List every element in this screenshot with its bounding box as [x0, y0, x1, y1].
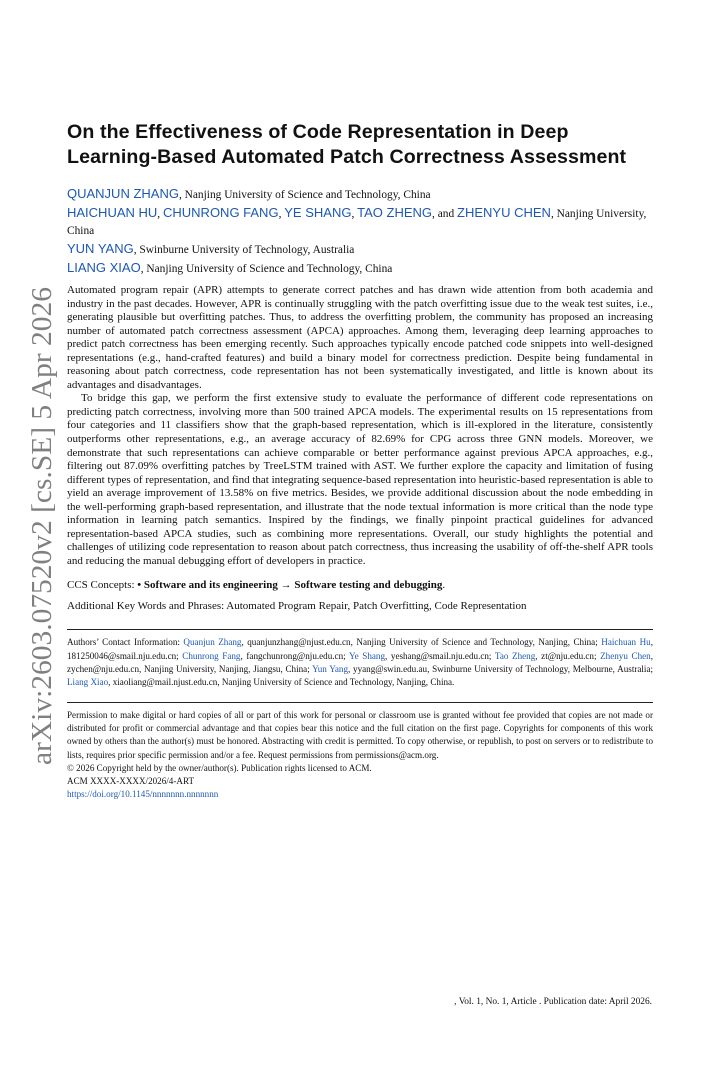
separator: , — [351, 208, 358, 220]
author-block — [67, 185, 653, 278]
author-name[interactable]: CHUNRONG FANG — [163, 205, 279, 220]
abstract — [67, 284, 653, 568]
contact-detail: , 181250046@smail.nju.edu.cn; — [67, 637, 653, 661]
contact-author-link[interactable]: Ye Shang — [348, 650, 385, 661]
contact-author-link[interactable]: Zhenyu Chen — [600, 650, 651, 661]
contact-author-link[interactable]: Haichuan Hu — [601, 637, 651, 648]
contact-detail: , xiaoliang@mail.njust.edu.cn, Nanjing University of Science and Technology, Nanjing, China. — [108, 677, 455, 688]
separator: , and — [432, 208, 458, 220]
contact-author-link[interactable]: Quanjun Zhang — [183, 637, 242, 648]
author-name[interactable]: HAICHUAN HU — [67, 205, 158, 220]
permission-text: Permission to make digital or hard copies of all or part of this work for personal or classroom use is granted without fee provided that copies are not made or distributed for profit or commercial advantage and that copies bear this notice and the full citation on the first page. Copyrights for components of this work owned by others than the author(s) must be honored. Abstracting with credit is permitted. To copy otherwise, or republish, to post on servers or to redistribute to lists, requires prior specific permission and/or a fee. Request permissions from permissions@acm.org. — [67, 710, 653, 760]
contact-detail: , zychen@nju.edu.cn, Nanjing University, Nanjing, Jiangsu, China; — [67, 650, 653, 674]
copyright-line: © 2026 Copyright held by the owner/author(s). Publication rights licensed to ACM. — [67, 762, 372, 773]
author-affiliation: , Swinburne University of Technology, Australia — [133, 244, 355, 256]
author-name[interactable]: ZHENYU CHEN — [457, 205, 551, 220]
paper-first-page — [67, 120, 653, 801]
doi-link[interactable]: https://doi.org/10.1145/nnnnnnn.nnnnnnn — [67, 788, 219, 799]
author-affiliation: , Nanjing University, China — [67, 208, 647, 237]
contact-detail: , zt@nju.edu.cn; — [535, 650, 601, 661]
contact-author-link[interactable]: Tao Zheng — [494, 650, 536, 661]
contact-detail: , quanjunzhang@njust.edu.cn, Nanjing University of Science and Technology, Nanjing, China; — [241, 637, 602, 648]
paper-title: On the Effectiveness of Code Representation in Deep Learning-Based Automated Patch Correctness Assessment — [67, 121, 627, 168]
separator: , — [157, 208, 163, 220]
page-footer: , Vol. 1, No. 1, Article . Publication date: April 2026. — [454, 997, 652, 1007]
acm-reference: ACM XXXX-XXXX/2026/4-ART — [67, 775, 195, 786]
contact-detail: , fangchunrong@nju.edu.cn; — [240, 650, 349, 661]
author-affiliation: , Nanjing University of Science and Technology, China — [140, 263, 393, 275]
contact-author-link[interactable]: Liang Xiao — [67, 677, 109, 688]
contact-lead: Authors’ Contact Information: — [67, 637, 184, 648]
ccs-concept: Software and its engineering → Software testing and debugging — [143, 579, 443, 592]
separator: , — [278, 208, 285, 220]
author-name[interactable]: QUANJUN ZHANG — [67, 186, 179, 201]
arxiv-stamp-text: arXiv:2603.07520v2 [cs.SE] 5 Apr 2026 — [27, 310, 58, 765]
permission-notice — [67, 702, 653, 801]
author-affiliation: , Nanjing University of Science and Technology, China — [178, 189, 431, 201]
contact-detail: , yyang@swin.edu.au, Swinburne University of Technology, Melbourne, Australia; — [348, 663, 654, 674]
author-contact-information — [67, 629, 653, 689]
contact-author-link[interactable]: Chunrong Fang — [182, 650, 241, 661]
ccs-bullet: • — [137, 579, 144, 592]
contact-author-link[interactable]: Yun Yang — [312, 663, 349, 674]
ccs-label: CCS Concepts: — [67, 579, 138, 592]
author-name[interactable]: YE SHANG — [284, 205, 352, 220]
author-name[interactable]: TAO ZHENG — [357, 205, 433, 220]
keywords: Additional Key Words and Phrases: Automated Program Repair, Patch Overfitting, Code Representation — [67, 600, 527, 613]
ccs-concepts — [67, 579, 653, 591]
author-name[interactable]: LIANG XIAO — [67, 260, 141, 275]
abstract-paragraph-1: Automated program repair (APR) attempts to generate correct patches and has drawn wide attention from both academia and industry in the past decades. However, APR is continually struggling with the patch overfitting issue due to the weak test suites, i.e., generating plausible but overfitting patches. Thus, to address the overfitting problem, the community has proposed an increasing number of automated patch correctness assessment (APCA) approaches. Among them, leveraging deep learning approaches to predict patch correctness has been emerging recently. Such approaches typically encode patched code snippets into well-designed representations (e.g., hand-crafted features) and build a binary model for correctness prediction. Despite being fundamental in reasoning about patch correctness, code representation has not been systematically investigated, and little is known about its advantages and disadvantages. — [67, 284, 653, 391]
contact-detail: , yeshang@smail.nju.edu.cn; — [385, 650, 495, 661]
ccs-end: . — [442, 579, 446, 592]
author-name[interactable]: YUN YANG — [67, 241, 134, 256]
abstract-paragraph-2: To bridge this gap, we perform the first extensive study to evaluate the performance of different code representations on predicting patch correctness, involving more than 500 trained APCA models. The experimental results on 15 representations from four categories and 11 classifiers show that the graph-based representation, which is ill-explored in the literature, consistently outperforms other representations, e.g., an average accuracy of 82.69% for CPG across three GNN models. Moreover, we demonstrate that such representations can achieve comparable or better performance against previous APCA approaches, e.g., filtering out 87.09% overfitting patches by TreeLSTM trained with AST. We further explore the capacity and limitation of fusing different types of representation, and find that integrating sequence-based representation into heuristic-based representation is able to yield an average improvement of 13.58% on five metrics. Besides, we provide additional discussion about the node embedding in the well-performing graph-based representation, and illustrate that the node textual information is more critical than the node type information in learning patch semantics. Inspired by the findings, we finally pinpoint practical guidelines for advanced representation-based APCA studies, such as combining more representations. Overall, our study highlights the potential and challenges of utilizing code representation to reason about patch correctness, thus increasing the usability of off-the-shelf APR tools and reducing the manual debugging effort of developers in practice. — [67, 392, 653, 567]
arxiv-identifier-stamp — [14, 285, 60, 765]
